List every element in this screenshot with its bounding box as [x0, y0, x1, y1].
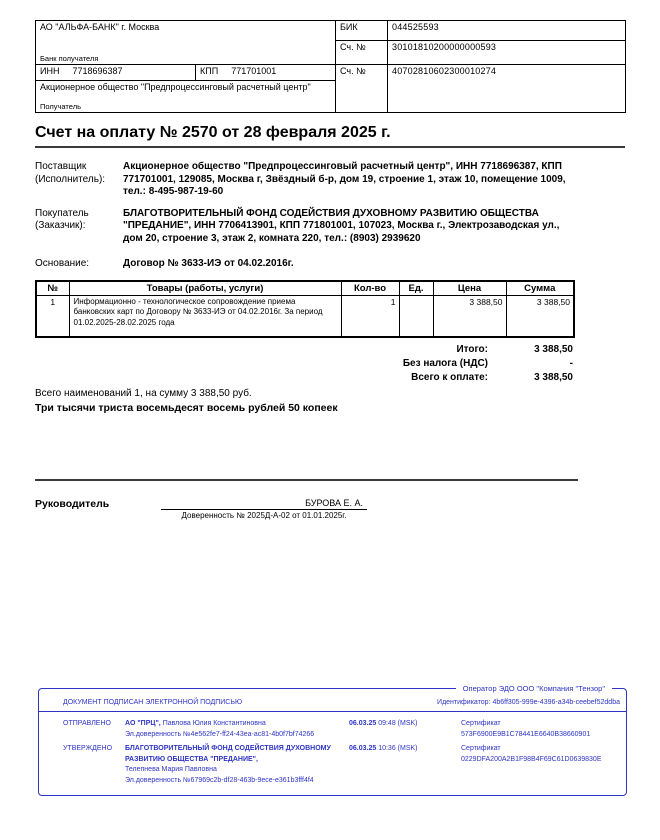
total-label: Без налога (НДС)	[402, 357, 488, 369]
stamp-row-sent	[63, 717, 620, 742]
table-row	[36, 296, 574, 337]
inn-value: 7718696387	[72, 66, 123, 76]
stamp-date: 06.03.25	[349, 720, 377, 728]
recipient-sublabel: Получатель	[40, 102, 81, 111]
title-divider	[35, 146, 625, 148]
item-unit	[399, 296, 433, 337]
buyer-label-line2: (Заказчик):	[35, 220, 86, 231]
summary-count-line: Всего наименований 1, на сумму 3 388,50 руб.	[35, 387, 252, 399]
buyer-label	[35, 208, 123, 246]
col-header-qty: Кол-во	[341, 281, 399, 296]
buyer-label-line1: Покупатель	[35, 207, 89, 219]
totals-block	[35, 343, 573, 385]
corr-account-value: 30101810200000000593	[388, 41, 626, 65]
invoice-title: Счет на оплату № 2570 от 28 февраля 2025 г.	[35, 124, 391, 141]
total-value: 3 388,50	[534, 371, 573, 383]
item-name: Информационно - технологическое сопровождение приема банковских карт по Договору № 3633-ИЭ от 04.02.2016г. За период 01.02.2025-28.02.2025 года	[69, 296, 341, 337]
total-label: Всего к оплате:	[411, 371, 488, 383]
stamp-attorney: Эл.доверенность №67969c2b-df28-463b-9ece-e361b3fff4f4	[125, 776, 314, 784]
signature-attorney: Доверенность № 2025Д-А-02 от 01.01.2025г.	[181, 511, 347, 521]
stamp-certificate: Сертификат 573F6900E9B1C78441E6640B38660901	[461, 720, 591, 738]
stamp-signed-title: ДОКУМЕНТ ПОДПИСАН ЭЛЕКТРОННОЙ ПОДПИСЬЮ	[63, 699, 243, 707]
kpp-cell	[196, 65, 336, 81]
summary-block	[35, 388, 625, 416]
supplier-value: Акционерное общество "Предпроцессинговый расчетный центр", ИНН 7718696387, КПП 771701001, 129085, Москва г, Звёздный б-р, дом 19, строение 1, этаж 10, помещение 1009, тел.: 8-495-987-19-60	[123, 161, 566, 197]
corr-account-label: Сч. №	[336, 41, 388, 65]
item-num: 1	[36, 296, 69, 337]
stamp-org: АО "ПРЦ",	[125, 720, 161, 728]
col-header-sum: Сумма	[506, 281, 574, 296]
item-qty: 1	[341, 296, 399, 337]
stamp-certificate: Сертификат 0229DFA200A2B1F98B4F69C61D0639830E	[461, 745, 602, 763]
stamp-identifier: Идентификатор: 4b6ff305-999e-4396-a34b-ceebef52ddba	[437, 699, 620, 707]
bik-label: БИК	[336, 21, 388, 41]
inn-label: ИНН	[40, 66, 60, 76]
total-value: -	[569, 357, 573, 369]
total-value: 3 388,50	[534, 343, 573, 355]
total-row-nds	[35, 357, 573, 371]
bank-name-cell	[36, 21, 336, 65]
buyer-value: БЛАГОТВОРИТЕЛЬНЫЙ ФОНД СОДЕЙСТВИЯ ДУХОВНОМУ РАЗВИТИЮ ОБЩЕСТВА "ПРЕДАНИЕ", ИНН 7706413901, КПП 771801001, 107023, Москва г., Электрозаводская ул., дом 20, строение 3, этаж 2, комната 220, тел.: (8903) 2939620	[123, 207, 560, 244]
stamp-person: Павлова Юлия Константиновна	[162, 720, 266, 728]
stamp-time: 09:48 (MSK)	[378, 720, 418, 728]
bank-name: АО "АЛЬФА-БАНК" г. Москва	[40, 22, 160, 32]
inn-cell	[36, 65, 196, 81]
stamp-party	[125, 719, 349, 740]
stamp-time: 10:36 (MSK)	[378, 745, 418, 753]
total-row-itogo	[35, 343, 573, 357]
buyer-row	[35, 208, 625, 246]
col-header-num: №	[36, 281, 69, 296]
col-header-name: Товары (работы, услуги)	[69, 281, 341, 296]
stamp-org: БЛАГОТВОРИТЕЛЬНЫЙ ФОНД СОДЕЙСТВИЯ ДУХОВНОМУ РАЗВИТИЮ ОБЩЕСТВА "ПРЕДАНИЕ",	[125, 745, 331, 763]
account-value: 40702810602300010274	[388, 65, 626, 113]
stamp-date: 06.03.25	[349, 745, 377, 753]
col-header-price: Цена	[433, 281, 506, 296]
account-label: Сч. №	[336, 65, 388, 113]
stamp-status: УТВЕРЖДЕНО	[63, 745, 113, 753]
stamp-status: ОТПРАВЛЕНО	[63, 720, 111, 728]
stamp-attorney: Эл.доверенность №4e562fe7-ff24-43ea-ac81-4b0f7bf74266	[125, 730, 315, 738]
signature-divider	[35, 479, 578, 481]
recipient-name: Акционерное общество "Предпроцессинговый расчетный центр"	[40, 82, 311, 92]
stamp-row-approved	[63, 742, 620, 788]
supplier-label-line2: (Исполнитель):	[35, 173, 106, 185]
supplier-label	[35, 161, 123, 199]
items-header-row	[36, 281, 574, 296]
bik-value: 044525593	[388, 21, 626, 41]
total-row-vsego	[35, 371, 573, 385]
edo-operator-label: Оператор ЭДО ООО "Компания "Тензор"	[456, 683, 612, 694]
signature-role: Руководитель	[35, 498, 110, 511]
items-table	[35, 280, 575, 338]
amount-in-words: Три тысячи триста восемьдесят восемь рублей 50 копеек	[35, 402, 338, 414]
bank-sublabel: Банк получателя	[40, 54, 99, 63]
col-header-unit: Ед.	[399, 281, 433, 296]
bank-details-table	[35, 20, 626, 113]
kpp-label: КПП	[200, 66, 219, 76]
kpp-value: 771701001	[231, 66, 277, 76]
signature-name: БУРОВА Е. А.	[161, 498, 367, 510]
signature-area	[161, 498, 367, 520]
signature-section	[35, 498, 625, 520]
total-label: Итого:	[456, 343, 488, 355]
item-sum: 3 388,50	[506, 296, 574, 337]
stamp-datetime	[349, 744, 461, 786]
supplier-row	[35, 161, 625, 199]
stamp-party	[125, 744, 349, 786]
stamp-datetime	[349, 719, 461, 740]
esign-stamp	[38, 684, 627, 796]
supplier-label-line1: Поставщик	[35, 161, 87, 172]
stamp-rows	[39, 712, 626, 795]
stamp-person: Телепнева Мария Павловна	[125, 766, 217, 774]
recipient-cell	[36, 81, 336, 113]
basis-row	[35, 258, 625, 271]
basis-label: Основание:	[35, 258, 90, 269]
item-price: 3 388,50	[433, 296, 506, 337]
basis-value: Договор № 3633-ИЭ от 04.02.2016г.	[123, 258, 294, 269]
